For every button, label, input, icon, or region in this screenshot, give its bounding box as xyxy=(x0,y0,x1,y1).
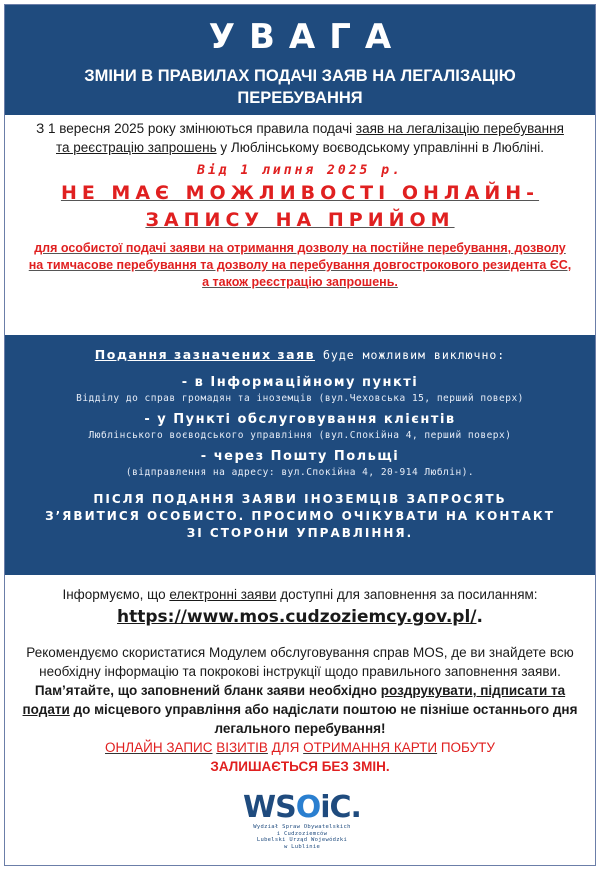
logo-line-1: Wydział Spraw Obywatelskich xyxy=(253,824,351,830)
inform-underlined: електронні заяви xyxy=(169,587,277,602)
inform-text-end: доступні для заповнення за посиланням: xyxy=(276,587,538,602)
url-period: . xyxy=(476,607,483,627)
logo-line-2: i Cudzoziemców xyxy=(276,830,328,837)
submission-lead-rest: буде можливим виключно: xyxy=(315,348,506,362)
submission-lead-bold: Подання зазначених заяв xyxy=(94,347,316,362)
page-subtitle: ЗМІНИ В ПРАВИЛАХ ПОДАЧІ ЗАЯВ НА ЛЕГАЛІЗАЦІЮ ПЕРЕБУВАННЯ xyxy=(84,67,516,107)
online-s3: ПОБУТУ xyxy=(437,740,495,755)
online-booking-line xyxy=(5,738,595,757)
logo-line-4: w Lublinie xyxy=(283,843,321,850)
option-detail: (відправлення на адресу: вул.Спокійна 4, 20-914 Люблін). xyxy=(125,467,475,478)
option-1 xyxy=(5,374,595,405)
option-title: - в Інформаційному пункті xyxy=(181,375,419,390)
mos-url xyxy=(5,607,595,627)
submission-section xyxy=(5,335,595,575)
online-u3: ОТРИМАННЯ КАРТИ xyxy=(303,740,438,755)
inform-line xyxy=(5,585,595,604)
online-u2: ВІЗИТІВ xyxy=(216,740,268,755)
submission-lead xyxy=(5,347,595,362)
intro-text: З 1 вересня 2025 року змінюються правила подачі xyxy=(36,121,356,136)
online-u1: ОНЛАЙН ЗАПИС xyxy=(105,740,213,755)
mos-link[interactable]: https://www.mos.cudzoziemcy.gov.pl/ xyxy=(117,607,477,627)
option-title: - через Пошту Польщі xyxy=(200,449,400,464)
intro-section xyxy=(5,115,595,335)
logo-line-3: Lubelski Urząd Wojewódzki xyxy=(256,837,348,843)
reminder-text xyxy=(5,681,595,738)
wsoic-logo xyxy=(242,792,362,864)
recommendation-text: Рекомендуємо скористатися Модулем обслуговування справ MOS, де ви знайдете всю необхідну інформацію та покрокові інструкції щодо правильного заповнення заяви. xyxy=(26,645,574,679)
option-2 xyxy=(5,411,595,442)
reminder-start: Пам’ятайте, що заповнений бланк заяви необхідно xyxy=(34,683,381,698)
logo-ws: WS xyxy=(243,790,296,825)
inform-text: Інформуємо, що xyxy=(62,587,170,602)
no-online-booking-headline: НЕ МАЄ МОЖЛИВОСТІ ОНЛАЙН-ЗАПИСУ НА ПРИЙОМ xyxy=(60,182,540,231)
unchanged-notice: ЗАЛИШАЄТЬСЯ БЕЗ ЗМІН. xyxy=(210,759,390,774)
option-3 xyxy=(5,448,595,479)
logo-o: O xyxy=(295,790,321,825)
logo-mark xyxy=(242,792,362,824)
reminder-underlined: роздрукувати, підписати та подати xyxy=(22,683,566,717)
logo-ic: iC. xyxy=(320,790,361,825)
reminder-end: до місцевого управління або надіслати поштою не пізніше останнього дня легального перебування! xyxy=(69,702,578,736)
option-detail: Відділу до справ громадян та іноземців (вул.Чеховська 15, перший поверх) xyxy=(76,393,524,404)
option-detail: Люблінського воєводського управління (вул.Спокійна 4, перший поверх) xyxy=(88,430,512,441)
header-band xyxy=(5,5,595,115)
intro-underlined: заяв на легалізацію перебування та реєстрацію запрошень xyxy=(56,121,564,155)
online-s2: ДЛЯ xyxy=(267,740,304,755)
closing-notice: ПІСЛЯ ПОДАННЯ ЗАЯВИ ІНОЗЕМЦІВ ЗАПРОСЯТЬ З’ЯВИТИСЯ ОСОБИСТО. ПРОСИМО ОЧІКУВАТИ НА КОНТАКТ ЗІ СТОРОНИ УПРАВЛІННЯ. xyxy=(45,492,555,540)
applies-to-text: для особистої подачі заяви на отримання дозволу на постійне перебування, дозволу на тимчасове перебування та дозволу на перебування довгострокового резидента ЄС, а також реєстрацію запрошень. xyxy=(28,241,572,289)
intro-paragraph xyxy=(5,115,595,157)
page-title: УВАГА xyxy=(208,17,406,57)
intro-text-end: у Люблінському воєводському управлінні в Любліні. xyxy=(216,140,544,155)
date-line: Від 1 липня 2025 р. xyxy=(197,163,403,178)
option-title: - у Пункті обслуговування клієнтів xyxy=(144,412,456,427)
